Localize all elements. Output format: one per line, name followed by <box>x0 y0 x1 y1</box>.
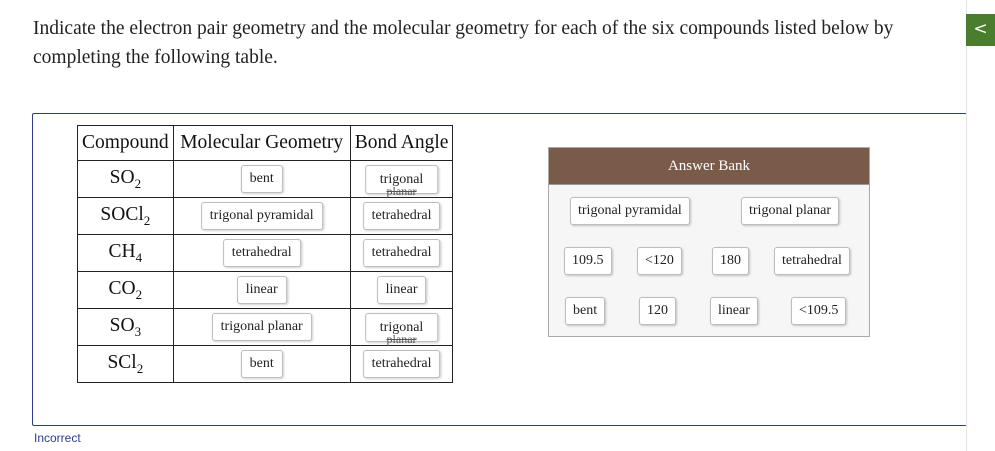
placed-answer-tile[interactable] <box>377 276 427 304</box>
compound-cell <box>78 161 174 198</box>
question-text: Indicate the electron pair geometry and the molecular geometry for each of the six compounds listed below by completing the following table. <box>33 18 894 68</box>
compound-subscript: 2 <box>136 360 144 376</box>
bond-angle-dropzone[interactable] <box>350 346 453 383</box>
bank-tile-bent[interactable]: bent <box>565 297 605 325</box>
bank-tile-less-120[interactable]: <120 <box>637 247 682 275</box>
placed-answer-label: tetrahedral <box>371 245 432 260</box>
placed-answer-tile[interactable]: trigonal planar <box>212 313 312 341</box>
placed-answer-tile[interactable]: bent <box>241 350 283 378</box>
molecular-geometry-dropzone[interactable] <box>173 309 350 346</box>
placed-answer-label: linear <box>385 282 418 297</box>
compound-formula: SO <box>109 314 135 336</box>
compound-cell <box>78 235 174 272</box>
bond-angle-dropzone[interactable] <box>350 309 453 346</box>
placed-answer-tile[interactable] <box>363 239 441 267</box>
compound-subscript: 3 <box>134 323 142 339</box>
overlapped-answer-label: planar <box>386 183 417 198</box>
placed-answer-tile[interactable] <box>365 313 439 346</box>
molecular-geometry-dropzone[interactable] <box>173 198 350 235</box>
right-sidebar <box>966 0 995 451</box>
placed-answer-tile[interactable] <box>365 165 439 198</box>
compound-subscript: 4 <box>135 249 143 265</box>
compound-cell <box>78 272 174 309</box>
placed-answer-tile[interactable]: tetrahedral <box>223 239 301 267</box>
compound-formula: SOCl <box>100 203 144 225</box>
compound-cell <box>78 198 174 235</box>
bank-tile-trigonal-planar[interactable]: trigonal planar <box>741 197 839 225</box>
placed-answer-label: trigonal <box>379 319 424 335</box>
placed-answer-tile[interactable] <box>363 202 441 230</box>
compound-cell <box>78 309 174 346</box>
placed-answer-tile[interactable]: trigonal pyramidal <box>201 202 323 230</box>
bank-tile-less-109-5[interactable]: <109.5 <box>791 297 846 325</box>
placed-answer-label: tetrahedral <box>371 208 432 223</box>
molecular-geometry-dropzone[interactable] <box>173 272 350 309</box>
overlapped-answer-label: planar <box>386 331 417 346</box>
table-row <box>78 161 453 198</box>
placed-answer-label: trigonal <box>379 171 424 187</box>
compound-subscript: 2 <box>134 175 142 191</box>
bond-angle-dropzone[interactable] <box>350 235 453 272</box>
molecular-geometry-dropzone[interactable] <box>173 161 350 198</box>
placed-answer-tile[interactable]: linear <box>237 276 287 304</box>
molecular-geometry-dropzone[interactable] <box>173 346 350 383</box>
bond-angle-dropzone[interactable] <box>350 161 453 198</box>
bank-tile-tetrahedral[interactable]: tetrahedral <box>774 247 850 275</box>
header-molecular-geometry: Molecular Geometry <box>173 126 350 161</box>
table-row <box>78 346 453 383</box>
table-row <box>78 272 453 309</box>
chevron-left-icon: < <box>973 19 988 39</box>
compound-subscript: 2 <box>143 212 151 228</box>
bond-angle-dropzone[interactable] <box>350 272 453 309</box>
table-row <box>78 309 453 346</box>
compound-formula: SCl <box>107 351 137 373</box>
header-bond-angle: Bond Angle <box>350 126 453 161</box>
bank-tile-120[interactable]: 120 <box>639 297 676 325</box>
geometry-table <box>77 125 453 383</box>
table-row <box>78 235 453 272</box>
compound-formula: CH <box>108 240 136 262</box>
answer-bank <box>548 147 870 337</box>
compound-formula: CO <box>108 277 136 299</box>
header-compound: Compound <box>78 126 174 161</box>
collapse-sidebar-button[interactable] <box>966 14 995 46</box>
molecular-geometry-dropzone[interactable] <box>173 235 350 272</box>
bank-tile-109-5[interactable]: 109.5 <box>564 247 612 275</box>
compound-cell <box>78 346 174 383</box>
bank-tile-linear[interactable]: linear <box>710 297 758 325</box>
table-row <box>78 198 453 235</box>
compound-formula: SO <box>109 166 135 188</box>
bond-angle-dropzone[interactable] <box>350 198 453 235</box>
answer-bank-title: Answer Bank <box>549 148 869 185</box>
status-message: Incorrect <box>34 431 81 445</box>
bank-tile-180[interactable]: 180 <box>712 247 749 275</box>
placed-answer-label: tetrahedral <box>371 356 432 371</box>
placed-answer-tile[interactable] <box>363 350 441 378</box>
bank-tile-trigonal-pyramidal[interactable]: trigonal pyramidal <box>570 197 690 225</box>
placed-answer-tile[interactable]: bent <box>241 165 283 193</box>
compound-subscript: 2 <box>135 286 143 302</box>
